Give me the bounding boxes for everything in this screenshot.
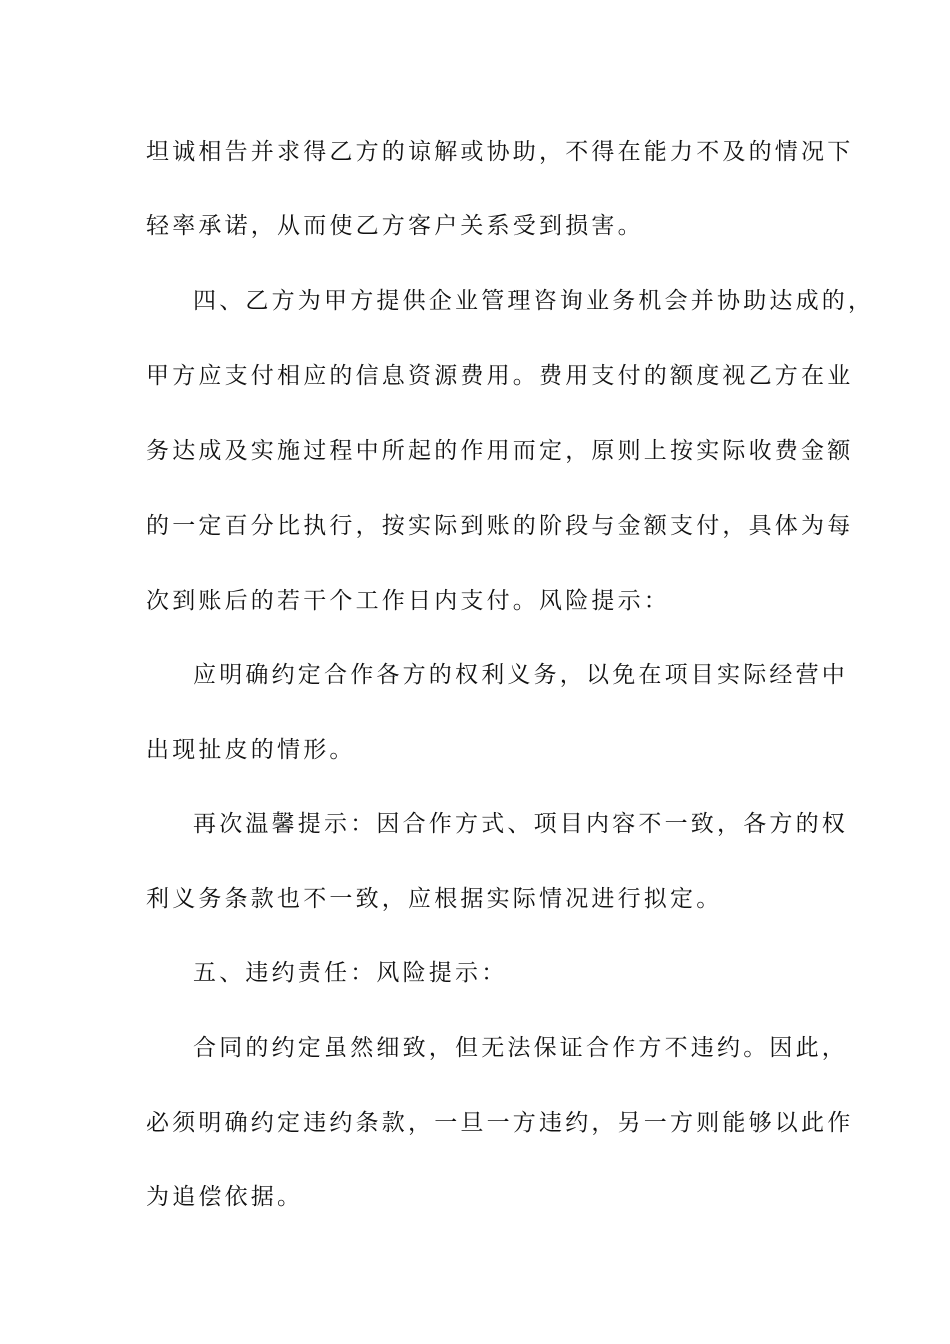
paragraph-start-line: 再次温馨提示：因合作方式、项目内容不一致，各方的权 — [193, 811, 848, 837]
paragraph-start-line: 四、乙方为甲方提供企业管理咨询业务机会并协助达成的， — [193, 288, 875, 314]
text-line: 出现扯皮的情形。 — [146, 737, 356, 763]
text-line: 的一定百分比执行，按实际到账的阶段与金额支付，具体为每 — [146, 513, 854, 539]
paragraph-start-line: 合同的约定虽然细致，但无法保证合作方不违约。因此， — [193, 1035, 848, 1061]
text-line: 轻率承诺，从而使乙方客户关系受到损害。 — [146, 213, 644, 239]
text-line: 甲方应支付相应的信息资源费用。费用支付的额度视乙方在业 — [146, 363, 854, 389]
text-line: 必须明确约定违约条款，一旦一方违约，另一方则能够以此作 — [146, 1110, 854, 1136]
text-line: 坦诚相告并求得乙方的谅解或协助，不得在能力不及的情况下 — [146, 139, 854, 165]
section-heading-line: 五、违约责任：风险提示： — [193, 960, 508, 986]
text-line: 为追偿依据。 — [146, 1184, 304, 1210]
text-line: 务达成及实施过程中所起的作用而定，原则上按实际收费金额 — [146, 438, 854, 464]
text-line: 利义务条款也不一致，应根据实际情况进行拟定。 — [146, 886, 723, 912]
paragraph-start-line: 应明确约定合作各方的权利义务，以免在项目实际经营中 — [193, 662, 848, 688]
text-line: 次到账后的若干个工作日内支付。风险提示： — [146, 588, 670, 614]
